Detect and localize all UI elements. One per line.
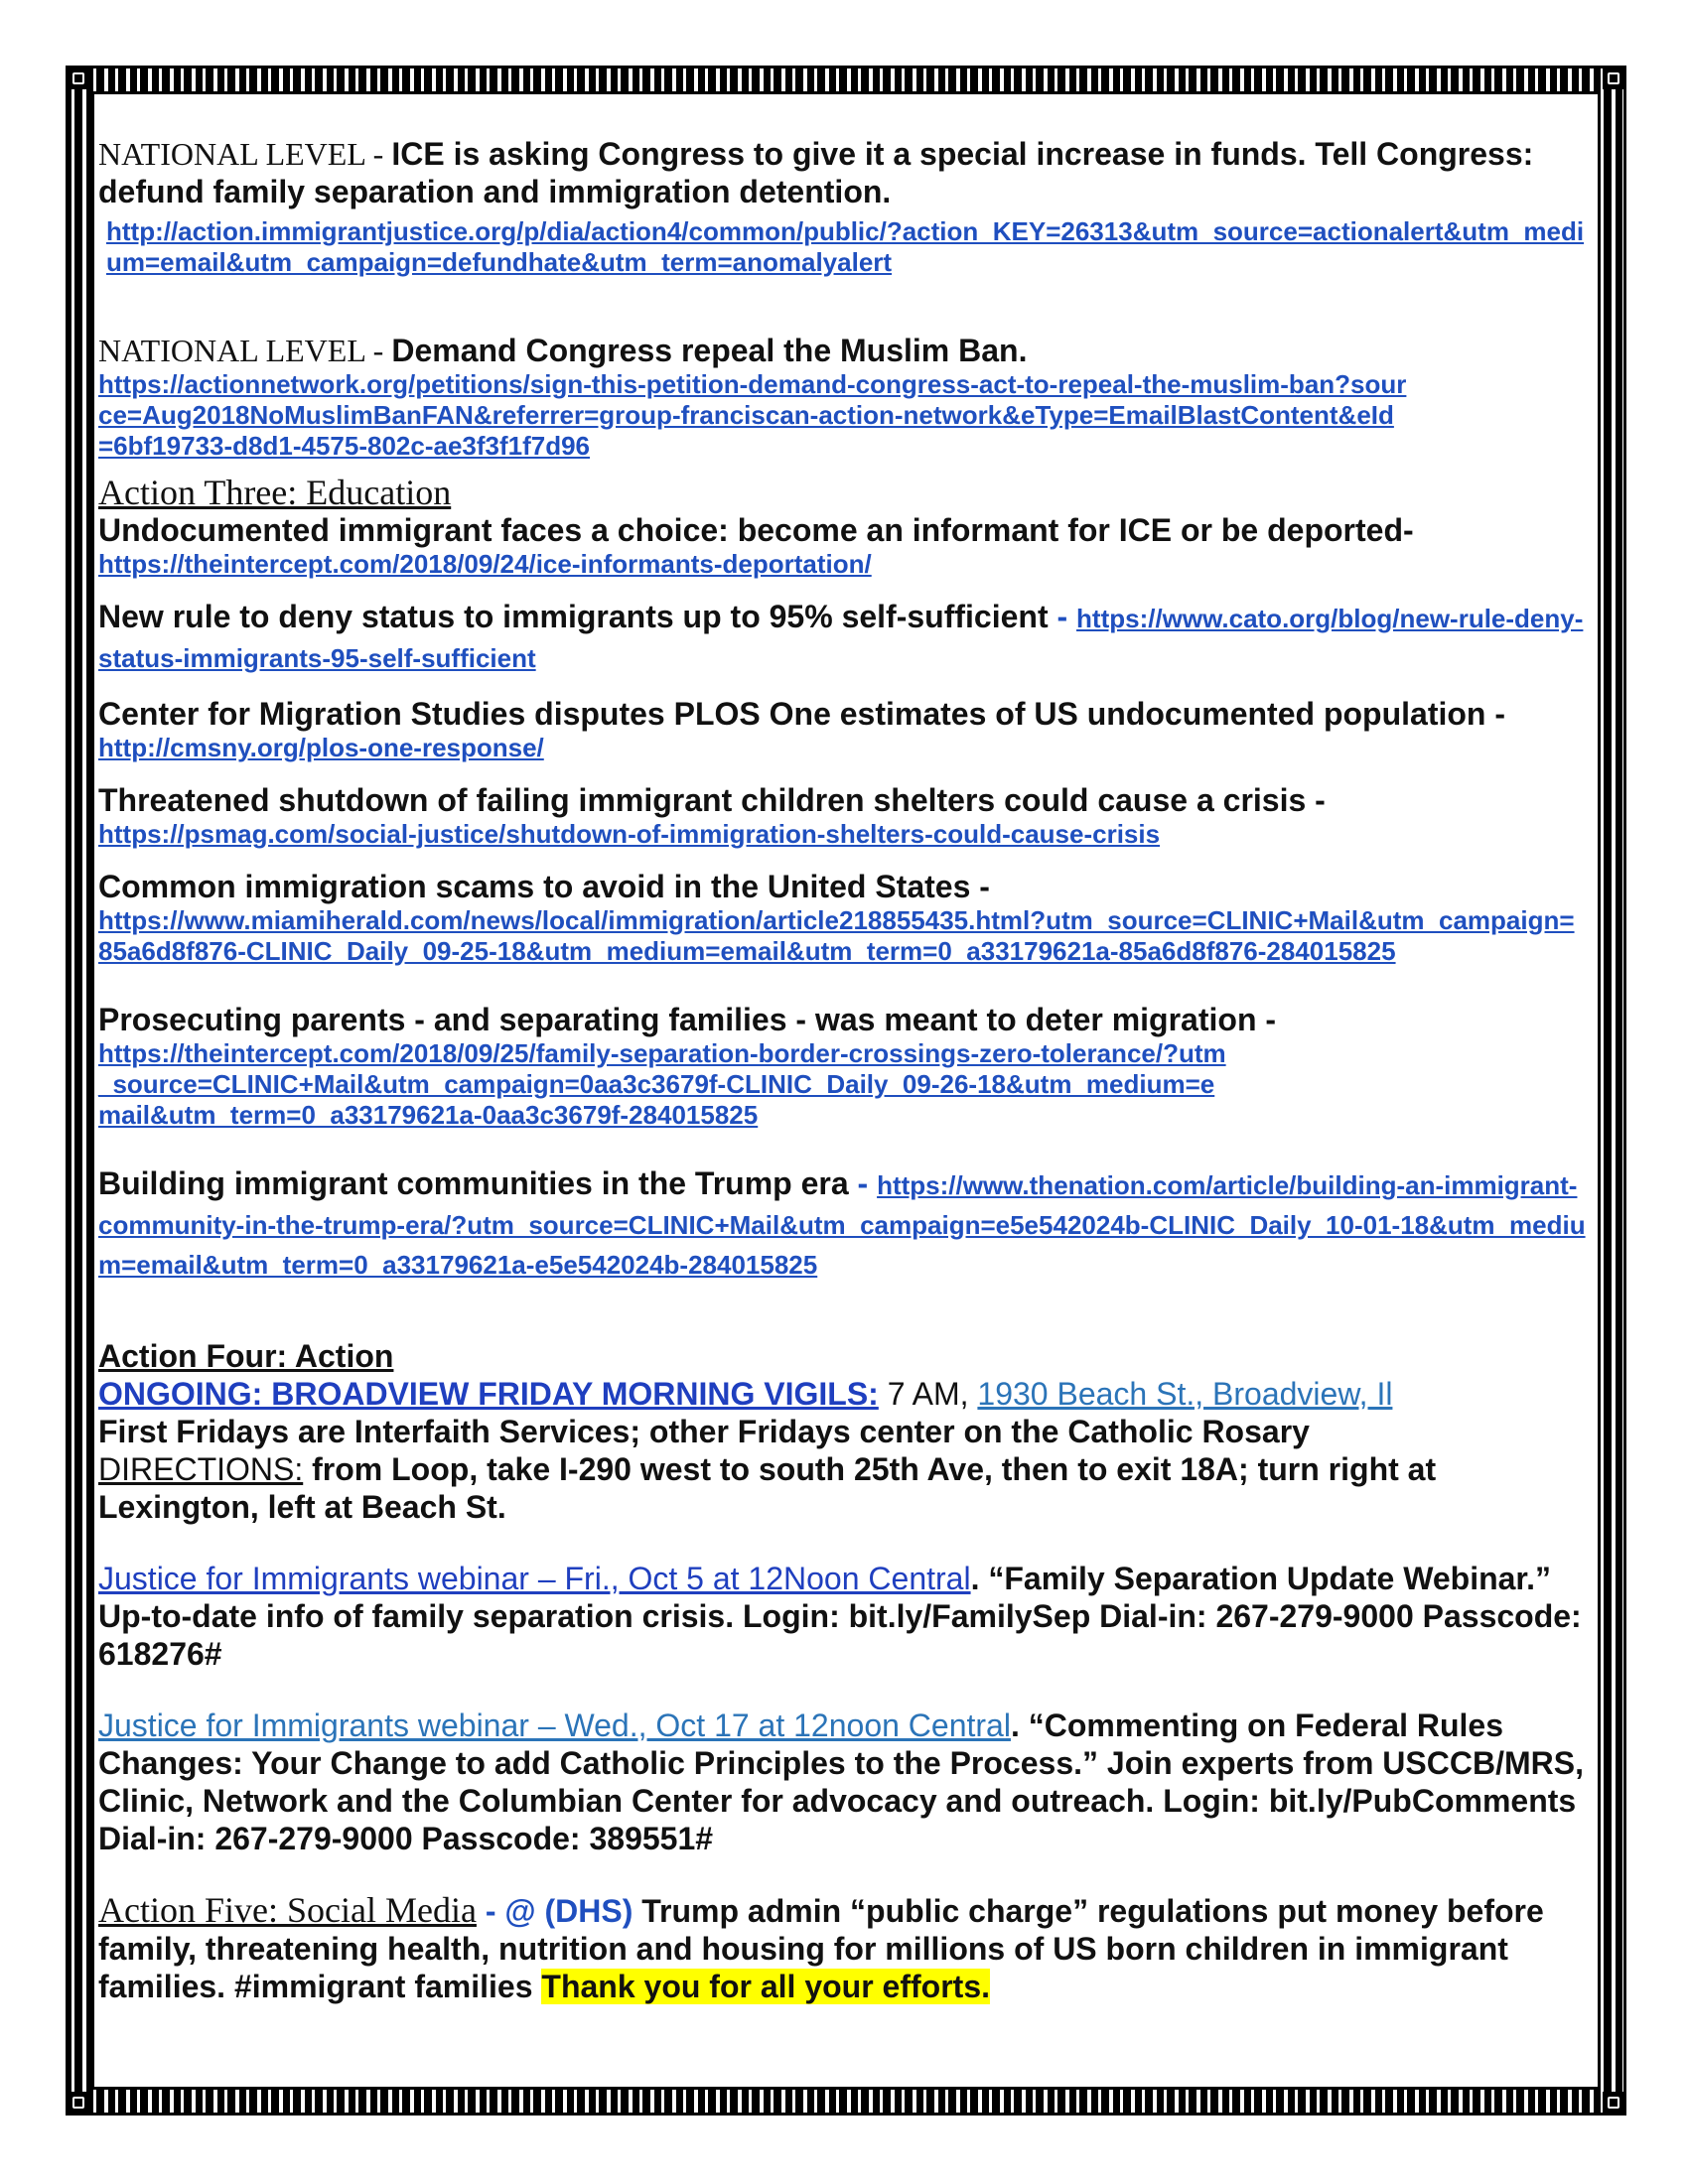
national-item-text: Demand Congress repeal the Muslim Ban. (391, 333, 1028, 368)
section-heading-action: Action Four: Action (98, 1338, 394, 1374)
webinar-link[interactable]: Justice for Immigrants webinar – Fri., Oct 5 at 12Noon Central (98, 1561, 971, 1596)
social-media-item (98, 1891, 1588, 2005)
corner-ornament (68, 68, 89, 89)
directions (98, 1450, 1588, 1526)
national-item-link[interactable]: http://action.immigrantjustice.org/p/dia/action4/common/public/?action_KEY=26313&utm_source=actionalert&utm_medium=email&utm_campaign=defundhate&utm_term=anomalyalert (106, 216, 1585, 277)
section-heading-social-media: Action Five: Social Media (98, 1890, 477, 1930)
education-item-text: Prosecuting parents - and separating families - was meant to deter migration - (98, 1002, 1277, 1037)
education-item-text: Threatened shutdown of failing immigrant children shelters could cause a crisis - (98, 782, 1326, 818)
directions-text: from Loop, take I-290 west to south 25th Ave, then to exit 18A; turn right at Lexington, left at Beach St. (98, 1451, 1437, 1525)
webinar-text: . “Family Separation Update Webinar.” Up-to-date info of family separation crisis. Login: bit.ly/FamilySep Dial-in: 267-279-9000 Passcode: 618276# (98, 1561, 1582, 1672)
webinar-link[interactable]: Justice for Immigrants webinar – Wed., Oct 17 at 12noon Central (98, 1707, 1011, 1743)
education-item (98, 695, 1588, 733)
education-item-link[interactable]: https://theintercept.com/2018/09/25/family-separation-border-crossings-zero-tolerance/?utm_source=CLINIC+Mail&utm_campaign=0aa3c3679f-CLINIC_Daily_09-26-18&utm_medium=email&utm_term=0_a33179621a-0aa3c3679f-284015825 (98, 1038, 1226, 1130)
education-item-link[interactable]: https://www.miamiherald.com/news/local/immigration/article218855435.html?utm_source=CLINIC+Mail&utm_campaign=85a6d8f876-CLINIC_Daily_09-25-18&utm_medium=email&utm_term=0_a33179621a-85a6d8f876-284015825 (98, 905, 1575, 966)
education-item (98, 511, 1588, 549)
education-item-separator: - (1048, 599, 1077, 634)
page-content (98, 135, 1588, 2005)
thank-you-highlight: Thank you for all your efforts. (541, 1969, 990, 2004)
education-item-link[interactable]: https://www.cato.org/blog/new-rule-deny-status-immigrants-95-self-sufficient (98, 604, 1584, 673)
education-item-text: Common immigration scams to avoid in the United States - (98, 869, 990, 904)
directions-label: DIRECTIONS: (98, 1451, 304, 1487)
education-item-link[interactable]: https://psmag.com/social-justice/shutdown-of-immigration-shelters-could-cause-crisis (98, 819, 1161, 849)
education-item-link[interactable]: http://cmsny.org/plos-one-response/ (98, 733, 544, 762)
vigil-address-link[interactable]: 1930 Beach St., Broadview, Il (977, 1376, 1393, 1412)
vigil-link[interactable]: ONGOING: BROADVIEW FRIDAY MORNING VIGILS: (98, 1376, 879, 1412)
corner-ornament (68, 2092, 89, 2114)
education-item-text: Building immigrant communities in the Trump era (98, 1165, 849, 1201)
national-item-muslim-ban (98, 332, 1588, 369)
webinar-item (98, 1560, 1588, 1673)
education-item (98, 781, 1588, 819)
education-item-text: Center for Migration Studies disputes PLOS One estimates of US undocumented population - (98, 696, 1505, 732)
education-item-link[interactable]: https://www.thenation.com/article/building-an-immigrant-community-in-the-trump-era/?utm_source=CLINIC+Mail&utm_campaign=e5e542024b-CLINIC_Daily_10-01-18&utm_medium=email&utm_term=0_a33179621a-e5e542024b-284015825 (98, 1170, 1586, 1280)
corner-ornament (1603, 2092, 1624, 2114)
webinar-text: . “Commenting on Federal Rules Changes: Your Change to add Catholic Principles to the Process.” Join experts from USCCB/MRS, Clinic, Network and the Columbian Center for advocacy and outreach. Login: bit.ly/PubComments Dial-in: 267-279-9000 Passcode: 389551# (98, 1707, 1584, 1856)
education-item-text: New rule to deny status to immigrants up to 95% self-sufficient (98, 599, 1049, 634)
social-handle: - @ (DHS) (476, 1893, 633, 1929)
national-level-label: NATIONAL LEVEL - (98, 136, 392, 172)
education-item (98, 1001, 1588, 1038)
corner-ornament (1603, 68, 1624, 89)
education-item (98, 598, 1588, 677)
education-item-link[interactable]: https://theintercept.com/2018/09/24/ice-informants-deportation/ (98, 549, 872, 579)
vigil-line (98, 1375, 1588, 1413)
national-level-label: NATIONAL LEVEL - (98, 333, 392, 368)
national-item-link[interactable]: https://actionnetwork.org/petitions/sign-this-petition-demand-congress-act-to-repeal-the-muslim-ban?source=Aug2018NoMuslimBanFAN&referrer=group-franciscan-action-network&eType=EmailBlastContent&eId=6bf19733-d8d1-4575-802c-ae3f3f1f7d96 (98, 369, 1407, 461)
education-item (98, 1164, 1588, 1284)
education-item-separator: - (848, 1165, 878, 1201)
education-item-text: Undocumented immigrant faces a choice: become an informant for ICE or be deported- (98, 512, 1414, 548)
webinar-item (98, 1706, 1588, 1857)
vigil-note: First Fridays are Interfaith Services; other Fridays center on the Catholic Rosary (98, 1414, 1310, 1449)
vigil-time: 7 AM, (878, 1376, 978, 1412)
social-text: Trump admin “public charge” regulations put money before family, threatening health, nutrition and housing for millions of US born children in immigrant families. #immigrant families (98, 1893, 1544, 2004)
education-item (98, 868, 1588, 905)
national-item-text: ICE is asking Congress to give it a special increase in funds. Tell Congress: defund family separation and immigration detention. (98, 136, 1534, 209)
section-heading-education: Action Three: Education (98, 473, 452, 512)
national-item-defund (98, 135, 1588, 210)
